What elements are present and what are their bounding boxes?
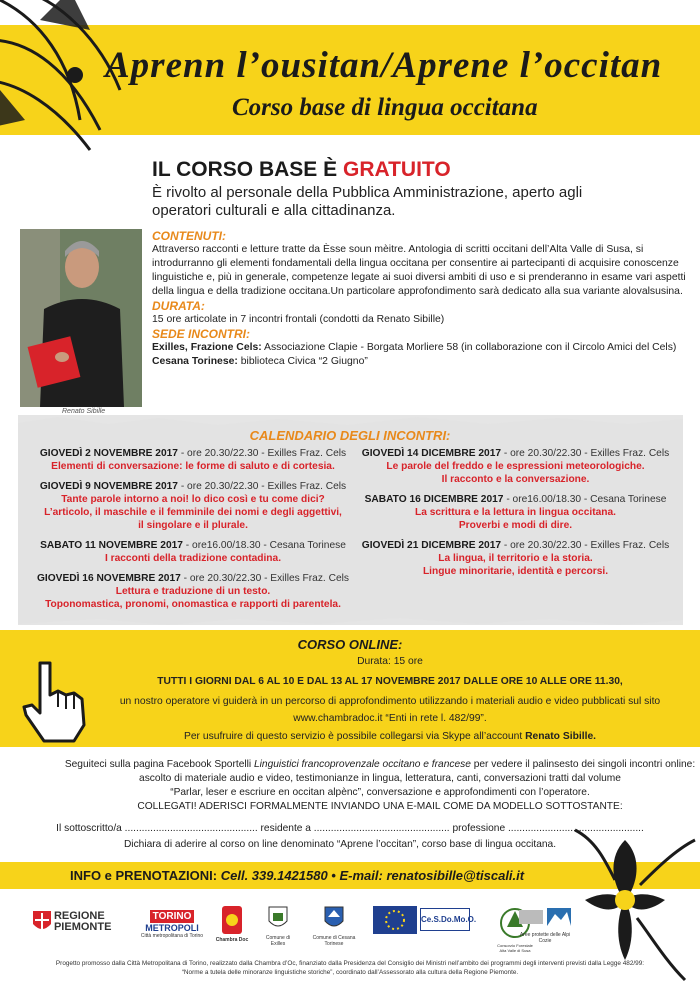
facebook-line-prefix: Seguiteci sulla pagina Facebook Sportelli <box>64 759 254 770</box>
online-line1: un nostro operatore vi guiderà in un percorso di approfondimento utilizzando i materiali audio e video pubblicati sul sito <box>119 696 661 707</box>
facebook-line-suffix: per vedere il palinsesto dei singoli incontri online: <box>470 759 696 770</box>
event-time: - ore 20.30/22.30 - Exilles Fraz. Cels <box>177 448 347 459</box>
signup-instruction: COLLEGATI! ADERISCI FORMALMENTE INVIANDO UNA E-MAIL COME DA MODELLO SOTTOSTANTE: <box>137 801 623 812</box>
venue-cesana <box>152 355 687 369</box>
free-course-heading-prefix: IL CORSO BASE È <box>152 158 338 181</box>
contents-text: Attraverso racconti e letture tratte da Èsse soun mèitre. Antologia di scritti occitani dell’Alta Valle di Susa, si introdurranno gli elementi fondamentali della lingua occitana per consentire ai partecipanti di acquisire conoscenze linguistiche e, più in generale, competenze legate ai suoi diversi ambiti di uso e si prenderanno in esame vari aspetti della lingua e della tradizione occitana.Un particolare approfondimento sarà dedicato alla sua variante alovalsusina. <box>152 244 686 297</box>
exilles-crest-icon <box>267 903 289 933</box>
event-topic: Proverbi e modi di dire. <box>458 520 573 531</box>
cesana-crest-icon <box>323 903 345 933</box>
event-topic: Il racconto e la conversazione. <box>441 474 590 485</box>
facebook-page-name: Linguistici francoprovenzale occitano e francese <box>253 759 471 770</box>
event-date: GIOVEDÌ 21 DICEMBRE 2017 <box>361 540 502 551</box>
calendar-heading: CALENDARIO DEGLI INCONTRI: <box>249 428 451 443</box>
page-subtitle: Corso base di lingua occitana <box>232 94 538 121</box>
logo-comune-exilles <box>258 903 298 947</box>
venue-exilles-text: Associazione Clapie - Borgata Morliere 58 (in collaborazione con il Circolo Amici del Cels) <box>261 342 677 353</box>
info-line <box>70 868 524 883</box>
footer-credits-line1: Progetto promosso dalla Città Metropolitana di Torino, realizzato dalla Chambra d’Oc, finanziato dalla Presidenza del Consiglio dei Ministri nell’ambito dei programmi degli interventi previsti dalla Legge 482/99: <box>55 960 645 967</box>
logo-chambra-label: Chambra Doc <box>215 937 249 943</box>
logo-metropoli-label: METROPOLI <box>145 923 199 933</box>
logo-exilles-label: Comune di Exilles <box>265 935 291 947</box>
instructor-silhouette <box>20 229 142 407</box>
logo-chambra-doc <box>212 905 252 943</box>
event-topic: La lingua, il territorio e la storia. <box>438 553 593 564</box>
chambra-doc-emblem-icon <box>221 905 243 935</box>
event-time: - ore16.00/18.30 - Cesana Torinese <box>182 540 346 551</box>
calendar-event <box>358 493 673 532</box>
duration-text: 15 ore articolate in 7 incontri frontali (condotti da Renato Sibille) <box>152 314 445 325</box>
mountain-icon <box>517 906 573 930</box>
calendar-right-column <box>358 447 673 578</box>
event-topic: La scrittura e la lettura in lingua occitana. <box>415 507 616 518</box>
calendar-event <box>28 447 358 473</box>
calendar-left-column <box>28 447 358 611</box>
logo-cesdomeo: Ce.S.Do.Mo.O. <box>420 908 470 931</box>
footer-credits-line2: “Norme a tutela delle minoranze linguistiche storiche”, coordinato dall’Assessorato alla cultura della Regione Piemonte. <box>181 969 519 976</box>
photo-caption: Renato Sibille <box>62 408 106 415</box>
page-title: Aprenn l’ousitan/Aprene l’occitan <box>105 45 663 86</box>
logo-eu-flag <box>373 906 417 934</box>
facebook-line2: ascolto di materiale audio e video, testimonianze in lingua, letteratura, canti, conversazioni tratti dal volume <box>139 773 621 784</box>
event-time: - ore16.00/18.30 - Cesana Torinese <box>503 494 667 505</box>
event-date: GIOVEDÌ 9 NOVEMBRE 2017 <box>39 481 178 492</box>
online-skype-line <box>90 731 690 742</box>
instructor-photo <box>20 229 142 407</box>
event-topic: Lingue minoritarie, identità e percorsi. <box>422 566 609 577</box>
regione-shield-icon <box>32 910 52 934</box>
event-topic: I racconti della tradizione contadina. <box>104 553 282 564</box>
event-topic: Lettura e traduzione di un testo. <box>115 586 271 597</box>
info-label: INFO e PRENOTAZIONI: <box>70 868 218 883</box>
event-topic: Tante parole intorno a noi! lo dico così e tu come dici? <box>61 494 325 505</box>
calendar-event <box>28 480 358 532</box>
eu-stars-icon <box>373 906 417 934</box>
calendar-event <box>358 447 673 486</box>
logo-alpi-cozie-label: Aree protette delle Alpi Cozie <box>519 932 571 944</box>
contents-section <box>152 229 687 369</box>
event-date: GIOVEDÌ 14 DICEMBRE 2017 <box>361 448 502 459</box>
venue-cesana-text: biblioteca Civica “2 Giugno” <box>237 356 368 367</box>
event-time: - ore 20.30/22.30 - Exilles Fraz. Cels <box>501 540 670 551</box>
online-duration: Durata: 15 ore <box>357 656 423 667</box>
event-topic: Elementi di conversazione: le forme di saluto e di cortesia. <box>51 461 335 472</box>
logo-torino-label: TORINO <box>150 910 195 923</box>
info-email[interactable]: E-mail: renatosibille@tiscali.it <box>339 868 525 883</box>
logo-torino-metropoli <box>136 910 208 939</box>
event-topic: L’articolo, il maschile e il femminile dei nomi e degli aggettivi, <box>44 507 342 518</box>
logo-regione-piemonte <box>28 910 118 934</box>
event-time: - ore 20.30/22.30 - Exilles Fraz. Cels <box>501 448 670 459</box>
facebook-line <box>60 759 700 770</box>
online-site-link[interactable]: www.chambradoc.it “Enti in rete l. 482/99”. <box>293 713 487 724</box>
event-date: GIOVEDÌ 16 NOVEMBRE 2017 <box>37 573 181 584</box>
event-date: GIOVEDÌ 2 NOVEMBRE 2017 <box>39 448 178 459</box>
online-dates: TUTTI I GIORNI DAL 6 AL 10 E DAL 13 AL 17 NOVEMBRE 2017 DALLE ORE 10 ALLE ORE 11.30, <box>157 676 623 687</box>
calendar-event <box>28 539 358 565</box>
intro-text: È rivolto al personale della Pubblica Amministrazione, aperto agli operatori culturali e alla cittadinanza. <box>152 184 583 219</box>
calendar-event <box>358 539 673 578</box>
event-time: - ore 20.30/22.30 - Exilles Fraz. Cels <box>180 573 349 584</box>
pointing-hand-icon <box>10 655 100 745</box>
event-date: SABATO 16 DICEMBRE 2017 <box>364 494 504 505</box>
logo-alpi-cozie <box>514 906 576 944</box>
info-separator: • <box>327 868 340 883</box>
venue-exilles-label: Exilles, Frazione Cels: <box>152 342 262 353</box>
logo-cesana-label: Comune di Cesana Torinese <box>312 935 356 947</box>
skype-account: Renato Sibille. <box>525 731 597 742</box>
event-topic: il singolare e il plurale. <box>138 520 248 531</box>
event-time: - ore 20.30/22.30 - Exilles Fraz. Cels <box>177 481 347 492</box>
logo-metropoli-caption: Città metropolitana di Torino <box>140 933 204 939</box>
info-phone: Cell. 339.1421580 <box>217 868 328 883</box>
online-skype-prefix: Per usufruire di questo servizio è possibile collegarsi via Skype all’account <box>183 731 526 742</box>
free-course-highlight: GRATUITO <box>343 158 451 181</box>
event-topic: Toponomastica, pronomi, onomastica e rapporti di parentela. <box>45 599 341 610</box>
venues-heading: SEDE INCONTRI: <box>152 327 251 341</box>
venue-exilles <box>152 341 687 355</box>
signup-form-line: Il sottoscritto/a ............................................... residente a ................................................ professione ................................................ <box>56 823 644 834</box>
logo-regione-label: REGIONE PIEMONTE <box>53 910 112 933</box>
logo-consorzio-label: Consorzio Forestale Alta Valle di Susa <box>497 943 533 953</box>
online-course-heading: CORSO ONLINE: <box>297 637 403 652</box>
event-topic: Le parole del freddo e le espressioni meteorologiche. <box>386 461 645 472</box>
duration-heading: DURATA: <box>152 299 205 313</box>
free-course-heading <box>152 158 451 182</box>
signup-declaration: Dichiara di aderire al corso on line denominato “Aprene l’occitan”, corso base di lingua occitana. <box>123 839 557 850</box>
event-date: SABATO 11 NOVEMBRE 2017 <box>40 540 183 551</box>
facebook-line3: “Parlar, leser e escriure en occitan alpènc”, conversazione e approfondimenti con l’operatore. <box>170 787 590 798</box>
venue-cesana-label: Cesana Torinese: <box>152 356 238 367</box>
calendar-event <box>28 572 358 611</box>
logo-comune-cesana <box>310 903 358 947</box>
contents-heading: CONTENUTI: <box>152 229 226 243</box>
